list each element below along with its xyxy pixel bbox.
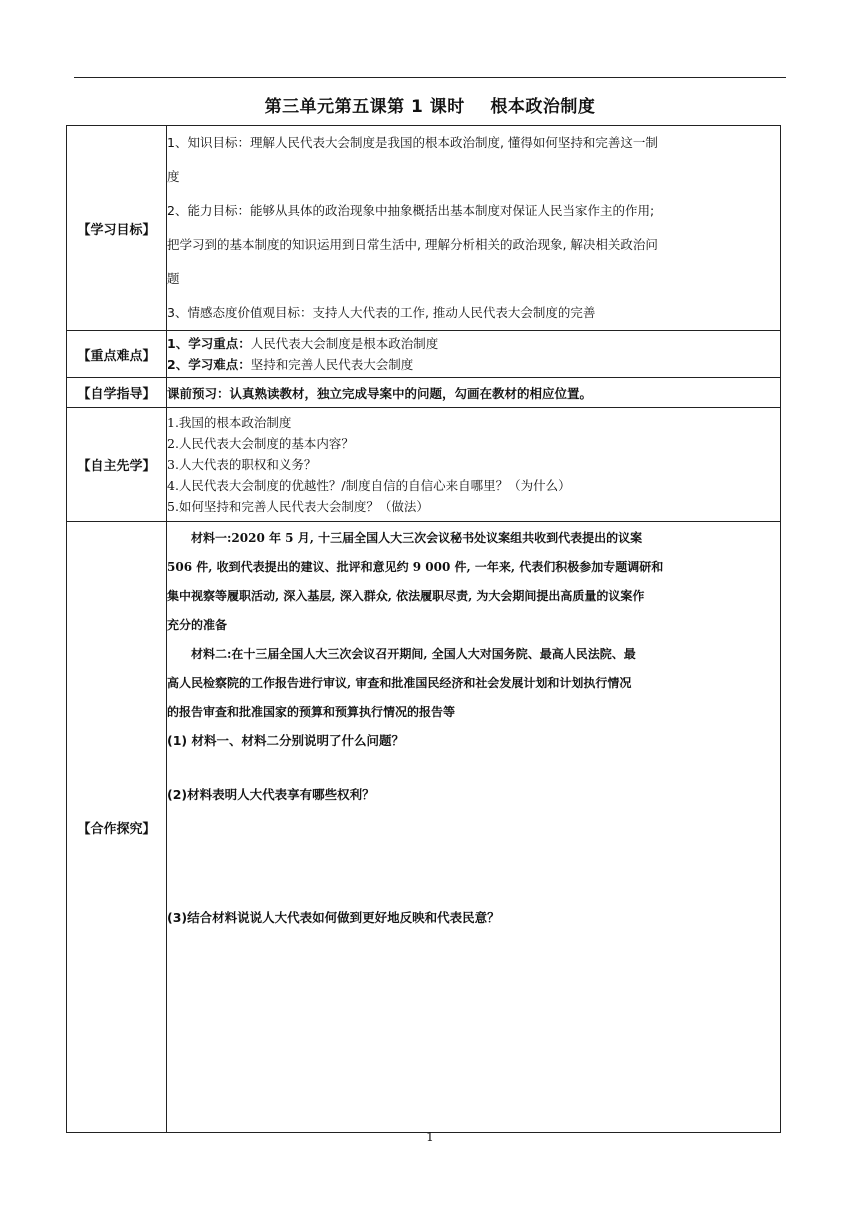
key-points-label: 【重点难点】 [67, 331, 167, 378]
goals-row [67, 126, 781, 331]
material-line: 材料一:2020 年 5 月, 十三届全国人大三次会议秘书处议案组共收到代表提出的议案 [191, 531, 643, 545]
goals-line: 2、能力目标：能够从具体的政治现象中抽象概括出基本制度对保证人民当家作主的作用; [167, 203, 655, 218]
self-study-question: 1.我国的根本政治制度 [167, 415, 292, 430]
question-3: (3)结合材料说说人大代表如何做到更好地反映和代表民意？ [167, 910, 500, 925]
key-point-text: 坚持和完善人民代表大会制度 [250, 357, 414, 372]
self-study-question: 5.如何坚持和完善人民代表大会制度？（做法） [167, 499, 429, 514]
goals-line: 度 [167, 169, 180, 184]
self-guide-label: 【自学指导】 [67, 378, 167, 408]
goals-content [167, 126, 781, 331]
self-study-question: 2.人民代表大会制度的基本内容？ [167, 436, 354, 451]
lesson-table [66, 125, 781, 1133]
goals-line: 1、知识目标：理解人民代表大会制度是我国的根本政治制度, 懂得如何坚持和完善这一制 [167, 135, 658, 150]
self-study-label: 【自主先学】 [67, 408, 167, 522]
key-point-text: 人民代表大会制度是根本政治制度 [250, 336, 439, 351]
goals-line: 3、情感态度价值观目标：支持人大代表的工作, 推动人民代表大会制度的完善 [167, 305, 596, 320]
self-study-row [67, 408, 781, 522]
goals-label: 【学习目标】 [67, 126, 167, 331]
cooperation-row [67, 522, 781, 1133]
key-points-content [167, 331, 781, 378]
page-title: 第三单元第五课第 1 课时 根本政治制度 [264, 97, 596, 117]
self-study-content [167, 408, 781, 522]
key-points-row [67, 331, 781, 378]
cooperation-content [167, 522, 781, 1133]
material-line: 的报告审查和批准国家的预算和预算执行情况的报告等 [167, 705, 456, 719]
material-line: 集中视察等履职活动, 深入基层, 深入群众, 依法履职尽责, 为大会期间提出高质量的议案作 [167, 589, 645, 603]
self-study-question: 3.人大代表的职权和义务？ [167, 457, 317, 472]
self-guide-text: 课前预习：认真熟读教材，独立完成导案中的问题，勾画在教材的相应位置。 [167, 385, 593, 401]
self-guide-row [67, 378, 781, 408]
question-2: (2)材料表明人大代表享有哪些权利？ [167, 787, 375, 802]
self-guide-content [167, 378, 781, 408]
key-point-prefix: 2、学习难点： [167, 357, 251, 372]
cooperation-label: 【合作探究】 [67, 522, 167, 1133]
question-1: (1) 材料一、材料二分别说明了什么问题？ [167, 733, 404, 748]
material-line: 高人民检察院的工作报告进行审议, 审查和批准国民经济和社会发展计划和计划执行情况 [167, 676, 632, 690]
goals-line: 把学习到的基本制度的知识运用到日常生活中, 理解分析相关的政治现象, 解决相关政治问 [167, 237, 658, 252]
key-point-item [167, 333, 780, 354]
material-line: 材料二:在十三届全国人大三次会议召开期间, 全国人大对国务院、最高人民法院、最 [191, 647, 636, 661]
material-line: 充分的准备 [167, 618, 228, 632]
key-point-prefix: 1、学习重点： [167, 336, 251, 351]
header-rule [74, 77, 786, 78]
material-line: 506 件, 收到代表提出的建议、批评和意见约 9 000 件, 一年来, 代表们积极参加专题调研和 [167, 560, 664, 574]
page-number: 1 [426, 1130, 434, 1144]
goals-line: 题 [167, 271, 180, 286]
key-point-item [167, 354, 780, 375]
self-study-question: 4.人民代表大会制度的优越性？/制度自信的自信心来自哪里？（为什么） [167, 478, 571, 493]
